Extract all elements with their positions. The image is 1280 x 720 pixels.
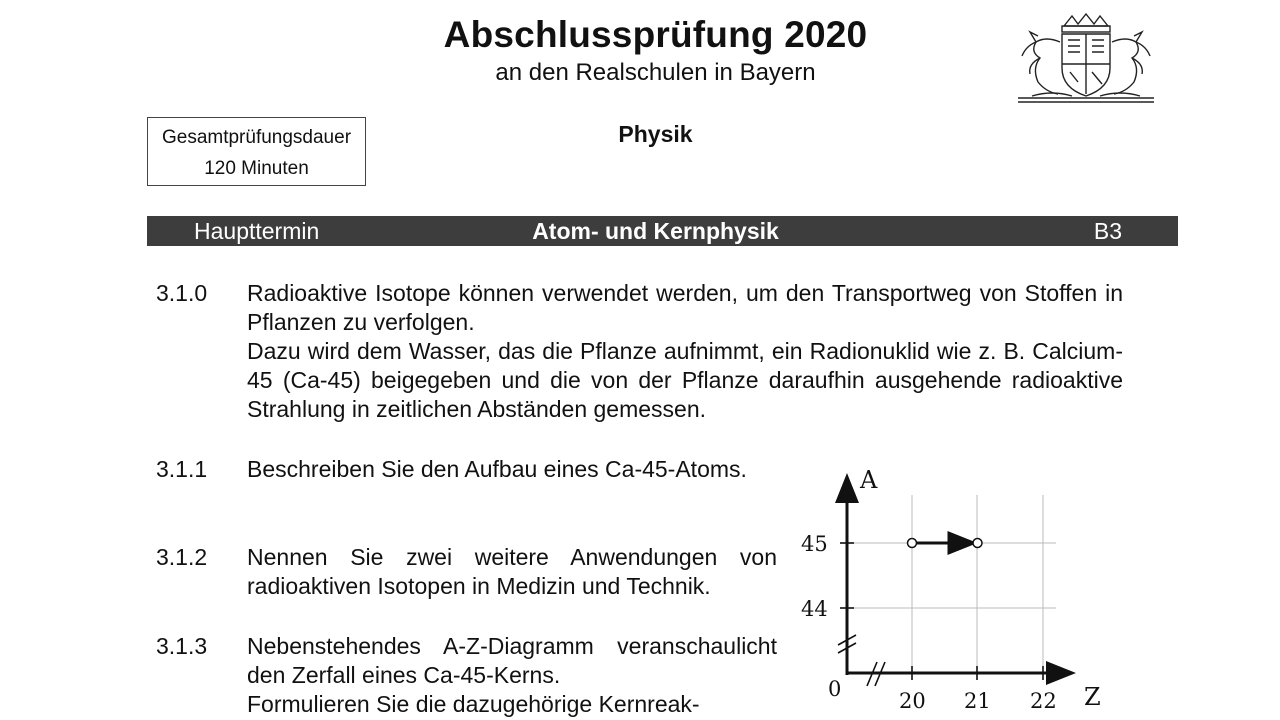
x-tick-label: 22 [1030, 689, 1057, 713]
duration-value: 120 Minuten [204, 158, 309, 179]
task-number: 3.1.0 [156, 280, 208, 306]
task-3-1-1 [156, 455, 796, 515]
exam-term: Haupttermin [194, 218, 320, 244]
task-text [247, 632, 777, 719]
section-bar [147, 216, 1178, 246]
nucleus-point-after [973, 539, 982, 548]
page-title: Abschlussprüfung 2020 [443, 14, 868, 55]
section-code: B3 [1093, 218, 1122, 244]
bavarian-coat-of-arms-icon [1012, 12, 1160, 104]
task-number: 3.1.2 [156, 544, 208, 570]
y-axis-label: A [860, 466, 878, 494]
task-3-1-0 [156, 279, 1156, 429]
y-tick-label: 44 [801, 597, 828, 621]
task-text [247, 455, 777, 484]
subject-heading: Physik [618, 121, 693, 147]
task-paragraph: Beschreiben Sie den Aufbau eines Ca-45-Atoms. [247, 456, 747, 482]
page-subtitle: an den Realschulen in Bayern [495, 59, 816, 86]
task-3-1-2 [156, 543, 796, 603]
duration-label: Gesamtprüfungsdauer [161, 127, 352, 148]
section-topic: Atom- und Kernphysik [532, 218, 779, 244]
task-text [247, 543, 777, 601]
task-3-1-3 [156, 632, 796, 720]
nucleus-point-before [908, 539, 917, 548]
task-paragraph: Radioaktive Isotope können verwendet werden, um den Transportweg von Stoffen in Pflanzen zu verfolgen. [247, 280, 1123, 335]
x-axis-label: Z [1084, 683, 1101, 711]
task-number: 3.1.1 [156, 456, 208, 482]
x-tick-label: 20 [899, 689, 926, 713]
y-tick-label: 45 [801, 532, 828, 556]
task-paragraph: Formulieren Sie die dazugehörige Kernreak- [247, 691, 700, 717]
x-tick-label: 21 [964, 689, 991, 713]
task-paragraph: Nebenstehendes A-Z-Diagramm veranschaulicht den Zerfall eines Ca-45-Kerns. [247, 633, 777, 688]
task-paragraph: Nennen Sie zwei weitere Anwendungen von radioaktiven Isotopen in Medizin und Technik. [247, 544, 777, 599]
origin-label: 0 [828, 677, 842, 701]
a-z-diagram [790, 455, 1120, 720]
task-text [247, 279, 1123, 424]
task-paragraph: Dazu wird dem Wasser, das die Pflanze aufnimmt, ein Radionuklid wie z. B. Calcium-45 (Ca-45) beigegeben und die von der Pflanze daraufhin ausgehende radioaktive Strahlung in zeitlichen Abständen gemessen. [247, 338, 1123, 422]
task-number: 3.1.3 [156, 633, 208, 659]
